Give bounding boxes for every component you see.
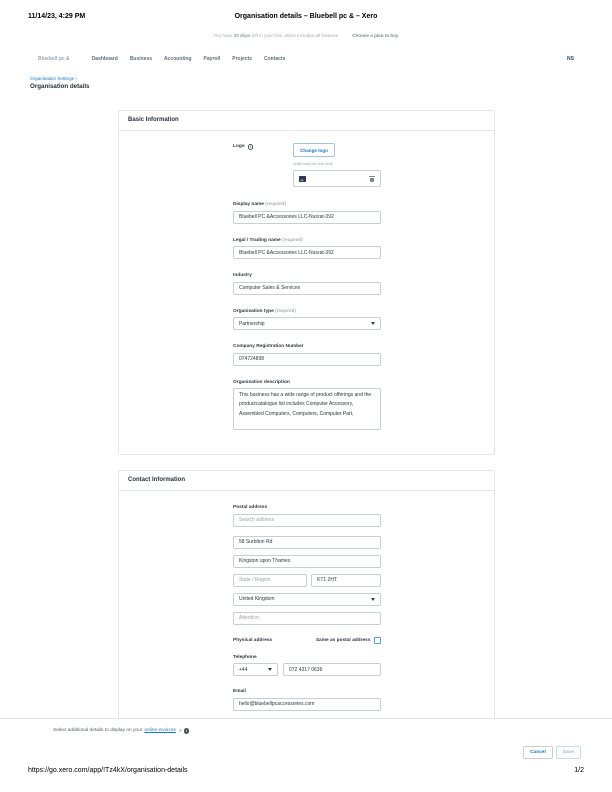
chevron-down-icon <box>371 322 375 325</box>
print-document-title: Organisation details – Bluebell pc & – Xero <box>234 13 378 20</box>
chevron-down-icon <box>371 598 375 601</box>
country-value: United Kingdom <box>239 596 275 602</box>
display-name-input[interactable] <box>233 211 381 224</box>
trial-text-prefix: You have <box>213 33 233 38</box>
print-datetime: 11/14/23, 4:29 PM <box>28 13 86 20</box>
state-postcode-row <box>233 574 381 587</box>
address-line1-input[interactable] <box>233 536 381 549</box>
required-suffix: (required) <box>275 308 296 314</box>
delete-logo-icon[interactable] <box>369 175 375 182</box>
same-as-postal-checkbox[interactable] <box>374 637 381 644</box>
org-menu[interactable]: Bluebell pc & <box>38 56 70 62</box>
industry-input[interactable] <box>233 282 381 295</box>
trial-banner <box>0 33 612 38</box>
basic-information-title: Basic Information <box>119 111 494 131</box>
top-nav <box>38 54 584 64</box>
telephone-label: Telephone <box>233 654 257 660</box>
user-avatar-initials[interactable]: NS <box>567 56 574 62</box>
print-page-number: 1/2 <box>574 767 584 774</box>
nav-item-accounting[interactable]: Accounting <box>164 56 192 62</box>
info-icon[interactable]: i <box>184 728 190 734</box>
breadcrumb <box>30 76 77 81</box>
logo-section <box>233 143 494 187</box>
additional-details-text: Select additional details to display on your <box>53 728 143 734</box>
trial-days-left: 30 days <box>233 33 251 38</box>
industry-field <box>233 273 381 295</box>
organisation-type-value: Partnership <box>239 320 265 327</box>
organisation-type-label: Organisation type <box>233 308 274 314</box>
display-name-label: Display name <box>233 202 264 207</box>
nav-item-payroll[interactable]: Payroll <box>203 56 221 62</box>
legal-name-label: Legal / Trading name <box>233 237 281 243</box>
form-actions <box>523 746 581 759</box>
state-region-input[interactable] <box>233 574 307 587</box>
organisation-description-field <box>233 380 381 431</box>
logo-label: Logo <box>233 144 245 149</box>
breadcrumb-chevron-icon: › <box>75 76 77 81</box>
breadcrumb-organisation-settings[interactable]: Organisation Settings <box>30 76 74 81</box>
country-code-value: +44 <box>239 666 248 673</box>
address-city-input[interactable] <box>233 555 381 568</box>
nav-item-projects[interactable]: Projects <box>232 56 252 62</box>
nav-item-dashboard[interactable]: Dashboard <box>91 56 118 62</box>
logo-size-limit: 1MB total file size limit <box>293 160 333 166</box>
online-invoices-link[interactable]: online invoices <box>144 728 176 734</box>
telephone-input[interactable] <box>283 663 381 676</box>
display-name-field <box>233 202 381 224</box>
attention-input[interactable] <box>233 612 381 625</box>
legal-name-input[interactable] <box>233 246 381 259</box>
nav-item-contacts[interactable]: Contacts <box>263 56 286 62</box>
email-input[interactable] <box>233 698 381 711</box>
company-registration-input[interactable] <box>233 353 381 366</box>
physical-address-label: Physical address <box>233 637 273 643</box>
logo-thumbnail-icon <box>299 176 306 182</box>
same-as-postal-label: Same as postal address <box>315 637 371 643</box>
country-select[interactable] <box>233 593 381 606</box>
postal-address-label: Postal address <box>233 505 268 510</box>
email-label: Email <box>233 689 246 694</box>
address-search-input[interactable] <box>233 514 381 527</box>
required-suffix: (required) <box>265 202 287 207</box>
contact-information-card <box>118 470 495 718</box>
organisation-type-select[interactable] <box>233 317 381 330</box>
required-suffix: (required) <box>282 237 303 243</box>
country-code-select[interactable] <box>233 663 278 676</box>
chevron-down-icon <box>268 668 272 671</box>
save-button[interactable]: Save <box>556 746 581 759</box>
postcode-input[interactable] <box>311 574 381 587</box>
page-break-divider <box>0 718 612 719</box>
choose-plan-link[interactable]: Choose a plan to buy <box>352 33 399 38</box>
contact-information-title: Contact Information <box>119 471 494 491</box>
physical-address-row <box>233 637 381 644</box>
trial-text-suffix: left in your trial, which includes all features <box>251 33 338 38</box>
legal-name-field <box>233 238 381 260</box>
organisation-type-field <box>233 309 381 331</box>
cancel-button[interactable]: Cancel <box>523 746 553 759</box>
external-link-icon: ↗ <box>178 728 182 734</box>
company-registration-field <box>233 344 381 366</box>
logo-info-icon[interactable]: i <box>248 144 254 150</box>
telephone-row <box>233 663 381 676</box>
page-title: Organisation details <box>30 83 90 90</box>
additional-details-note <box>53 728 189 734</box>
industry-label: Industry <box>233 273 252 278</box>
company-registration-label: Company Registration Number <box>233 344 304 349</box>
print-url: https://go.xero.com/app/!Tz4kX/organisation-details <box>28 767 188 774</box>
organisation-description-textarea[interactable]: This business has a wide range of product offerings and the productcatalogue list includes Computer Accessory, Assembled Computers, Computers, Computer Part, <box>233 388 381 430</box>
organisation-description-label: Organisation description <box>233 379 290 385</box>
logo-preview-box <box>293 170 381 187</box>
nav-item-business[interactable]: Business <box>129 56 153 62</box>
change-logo-button[interactable]: Change logo <box>293 143 335 157</box>
basic-information-card <box>118 110 495 455</box>
